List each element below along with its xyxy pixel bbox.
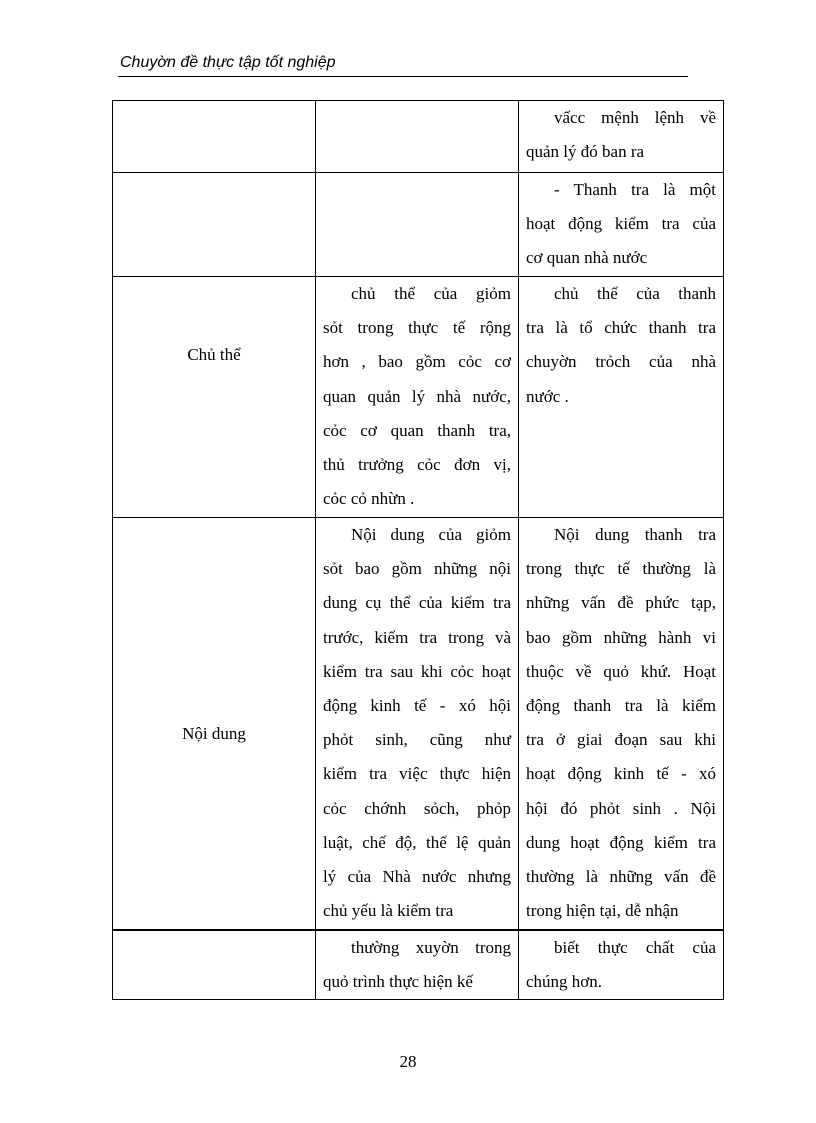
cell-line: Nội dung của giỏm	[351, 525, 511, 544]
cell-line: thuộc về quỏ khứ. Hoạt	[526, 661, 716, 681]
cell-line: bao gồm những hành vi	[526, 627, 716, 647]
cell-line: hoạt động kiểm tra của	[526, 214, 716, 234]
cell-line: chúng hơn.	[526, 971, 603, 991]
cell-line: thường xuyờn trong	[351, 937, 511, 957]
row5-col3	[519, 930, 724, 1000]
cell-line: lý của Nhà nước nhưng	[323, 866, 511, 886]
cell-line: phỏt sinh, cũng như	[323, 730, 511, 750]
row-label-chu-the: Chủ thể	[113, 277, 316, 518]
row4-col3	[519, 518, 724, 930]
cell-line: tra ở giai đoạn sau khi	[526, 730, 716, 750]
cell-line: tra là tổ chức thanh tra	[526, 318, 716, 338]
cell-line: Nội dung thanh tra	[554, 525, 716, 544]
row2-col1	[113, 173, 316, 277]
cell-line: động kinh tế - xó hội	[323, 695, 511, 715]
cell-line: trong thực tế thường là	[526, 559, 716, 579]
row3-col3	[519, 277, 724, 518]
table-row	[113, 101, 724, 173]
cell-line: dung hoạt động kiểm tra	[526, 832, 716, 852]
cell-line: thủ trưởng cỏc đơn vị,	[323, 454, 511, 474]
row-label-noi-dung: Nội dung	[113, 518, 316, 930]
cell-line: cỏc cỏ nhừn .	[323, 489, 415, 509]
row1-col3	[519, 101, 724, 173]
cell-line: hơn , bao gồm cỏc cơ	[323, 352, 511, 372]
cell-line: sỏt trong thực tế rộng	[323, 318, 511, 338]
cell-line: hoạt động kinh tế - xó	[526, 764, 716, 784]
cell-line: quản lý đó ban ra	[526, 142, 645, 162]
row5-col1	[113, 930, 316, 1000]
row1-col1	[113, 101, 316, 173]
cell-line: chủ yếu là kiểm tra	[323, 901, 454, 921]
cell-line: chuyờn trỏch của nhà	[526, 352, 716, 372]
row3-col2	[316, 277, 519, 518]
cell-line: trong hiện tại, dễ nhận	[526, 901, 679, 921]
cell-line: nước .	[526, 386, 569, 406]
table-row	[113, 518, 724, 930]
header-title: Chuyờn đề thực tập tốt nghiệp	[120, 54, 336, 71]
cell-line: kiểm tra sau khi cỏc hoạt	[323, 661, 511, 681]
row4-col2	[316, 518, 519, 930]
row2-col3	[519, 173, 724, 277]
page-number: 28	[399, 1052, 417, 1071]
cell-line: chủ thể của thanh	[554, 284, 716, 303]
table-row	[113, 277, 724, 518]
comparison-table	[112, 100, 724, 1000]
cell-line: trước, kiểm tra trong và	[323, 627, 511, 647]
page-header	[118, 52, 688, 77]
cell-line: luật, chế độ, thể lệ quản	[323, 832, 511, 852]
cell-line: quỏ trình thực hiện kế	[323, 971, 473, 991]
row1-col2	[316, 101, 519, 173]
cell-line: quan quản lý nhà nước,	[323, 386, 511, 406]
table-row	[113, 930, 724, 1000]
cell-line: - Thanh tra là một	[554, 180, 716, 199]
cell-line: động thanh tra là kiểm	[526, 695, 716, 715]
cell-line: vấcc mệnh lệnh về	[554, 108, 716, 127]
cell-line: những vấn đề phức tạp,	[526, 593, 716, 613]
row2-col2	[316, 173, 519, 277]
cell-line: chủ thể của giỏm	[351, 284, 511, 303]
cell-line: biết thực chất của	[554, 937, 716, 957]
cell-line: cơ quan nhà nước	[526, 248, 648, 268]
cell-line: sỏt bao gồm những nội	[323, 559, 511, 579]
cell-line: cỏc chớnh sỏch, phỏp	[323, 798, 511, 818]
cell-line: dung cụ thể của kiểm tra	[323, 593, 511, 613]
cell-line: kiểm tra việc thực hiện	[323, 764, 511, 784]
cell-line: cỏc cơ quan thanh tra,	[323, 420, 511, 440]
table-row	[113, 173, 724, 277]
cell-line: thường là những vấn đề	[526, 866, 716, 886]
cell-line: hội đó phỏt sinh . Nội	[526, 798, 716, 818]
row5-col2	[316, 930, 519, 1000]
